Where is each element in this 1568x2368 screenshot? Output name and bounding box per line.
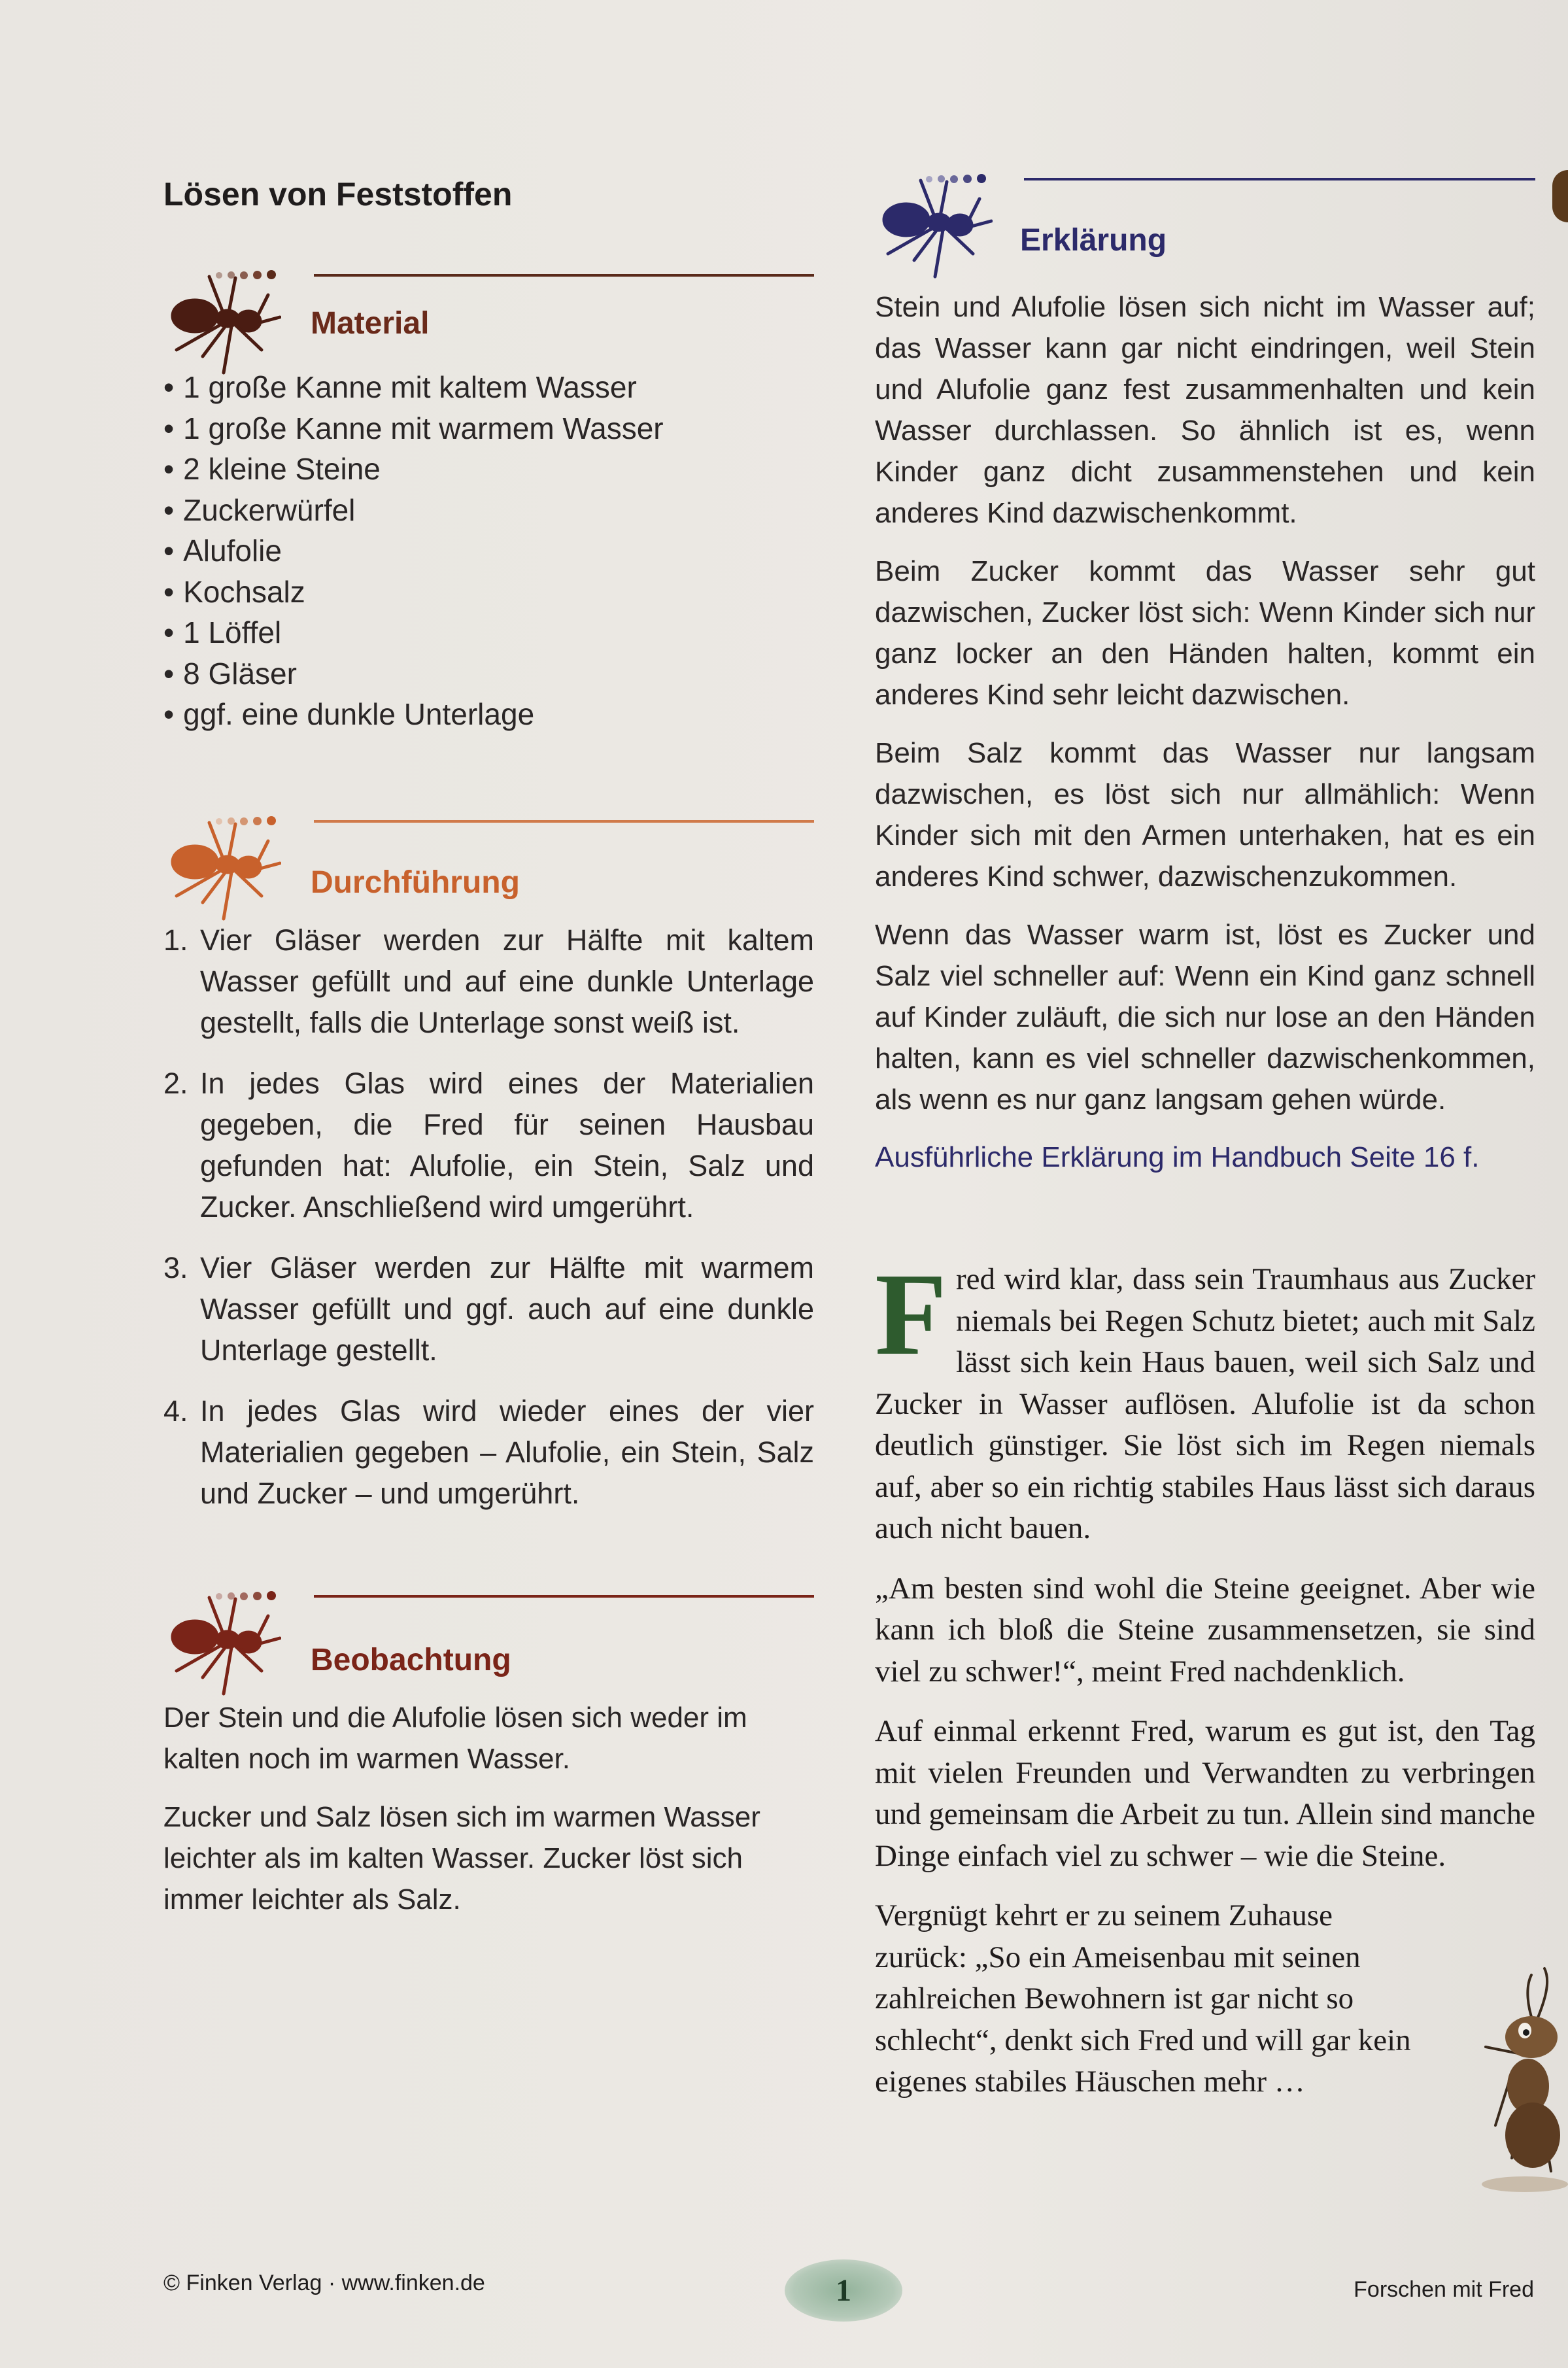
step-number: 3. [163, 1251, 188, 1284]
beobachtung-section [163, 1586, 814, 1937]
durchfuehrung-section [163, 811, 814, 1534]
list-item: • Alufolie [163, 530, 814, 572]
ant-illustration [1479, 1962, 1568, 2197]
erklaerung-paragraph: Beim Salz kommt das Wasser nur langsam dazwischen, es löst sich nur allmählich: Wenn Kinder sich mit den Armen unterhaken, hat es ein anderes Kind schwer, dazwischenzukommen. [875, 737, 1535, 893]
durchfuehrung-heading: Durchführung [311, 865, 520, 900]
list-item [163, 1390, 814, 1514]
handbuch-reference: Ausführliche Erklärung im Handbuch Seite 16 f. [875, 1141, 1480, 1173]
footer-publisher: © Finken Verlag · www.finken.de [163, 2271, 485, 2295]
list-item [163, 1247, 814, 1371]
step-number: 4. [163, 1394, 188, 1428]
ant-icon [163, 265, 281, 376]
erklaerung-paragraph: Beim Zucker kommt das Wasser sehr gut dazwischen, Zucker löst sich: Wenn Kinder sich nur ganz locker an den Händen halten, kommt ein anderes Kind sehr leicht dazwischen. [875, 555, 1535, 711]
step-number: 2. [163, 1067, 188, 1100]
step-number: 1. [163, 923, 188, 957]
ant-icon [875, 169, 993, 280]
story-paragraph [875, 1249, 1535, 1550]
list-item [163, 1063, 814, 1227]
drop-cap: F [875, 1249, 947, 1379]
erklaerung-heading: Erklärung [1020, 223, 1167, 258]
material-list [163, 367, 814, 735]
story-paragraph: „Am besten sind wohl die Steine geeignet. Aber wie kann ich bloß die Steine zusammensetzen, sie sind viel zu schwer!“, meint Fred nachdenklich. [875, 1571, 1535, 1689]
step-text: Vier Gläser werden zur Hälfte mit warmem Wasser gefüllt und ggf. auch auf eine dunkle Unterlage gestellt. [200, 1251, 814, 1367]
story-section [875, 1249, 1535, 2121]
list-item: • 1 Löffel [163, 612, 814, 653]
steps-list [163, 919, 814, 1514]
page-number: 1 [836, 2273, 851, 2308]
page-number-badge [785, 2259, 902, 2322]
step-text: In jedes Glas wird eines der Materialien gegeben, die Fred für seinen Hausbau gefunden hat: Alufolie, ein Stein, Salz und Zucker. Anschließend wird umgerührt. [200, 1067, 814, 1224]
beobachtung-header [163, 1586, 814, 1697]
step-text: In jedes Glas wird wieder eines der vier Materialien gegeben – Alufolie, ein Stein, Salz und Zucker – und umgerührt. [200, 1394, 814, 1510]
list-item: • Zuckerwürfel [163, 490, 814, 531]
ant-icon [163, 811, 281, 922]
footer-series: Forschen mit Fred [1354, 2277, 1534, 2302]
material-section [163, 265, 814, 735]
list-item: • ggf. eine dunkle Unterlage [163, 694, 814, 735]
beobachtung-heading: Beobachtung [311, 1643, 511, 1677]
story-paragraph: Vergnügt kehrt er zu seinem Zuhause zurück: „So ein Ameisenbau mit seinen zahlreichen Bewohnern ist gar nicht so schlecht“, denkt sich Fred und will gar kein eigenes stabiles Häuschen mehr … [875, 1898, 1411, 2099]
story-text: red wird klar, dass sein Traumhaus aus Zucker niemals bei Regen Schutz bietet; auch mit Salz lässt sich kein Haus bauen, weil sich Salz und Zucker in Wasser auflösen. Alufolie ist da schon deutlich günstiger. Sie löst sich im Regen niemals auf, aber so ein richtig stabiles Haus lässt sich daraus auch nicht bauen. [875, 1262, 1535, 1545]
page-title: Lösen von Feststoffen [163, 176, 513, 213]
beobachtung-paragraph: Der Stein und die Alufolie lösen sich weder im kalten noch im warmen Wasser. [163, 1702, 747, 1775]
list-item: • Kochsalz [163, 572, 814, 613]
beobachtung-paragraph: Zucker und Salz lösen sich im warmen Wasser leichter als im kalten Wasser. Zucker löst sich immer leichter als Salz. [163, 1801, 760, 1915]
erklaerung-paragraph: Wenn das Wasser warm ist, löst es Zucker und Salz viel schneller auf: Wenn ein Kind ganz schnell auf Kinder zuläuft, die sich nur lose an den Händen halten, kann es viel schneller dazwischenkommen, als wenn es nur ganz langsam gehen würde. [875, 919, 1535, 1116]
step-text: Vier Gläser werden zur Hälfte mit kaltem Wasser gefüllt und auf eine dunkle Unterlage gestellt, falls die Unterlage sonst weiß ist. [200, 923, 814, 1039]
list-item: • 1 große Kanne mit kaltem Wasser [163, 367, 814, 408]
erklaerung-paragraph: Stein und Alufolie lösen sich nicht im Wasser auf; das Wasser kann gar nicht eindringen, weil Stein und Alufolie ganz fest zusammenhalten und kein Wasser durchlassen. So ähnlich ist es, wenn Kinder ganz dicht zusammenstehen und kein anderes Kind dazwischenkommt. [875, 291, 1535, 529]
material-header [163, 265, 814, 376]
ant-icon [163, 1586, 281, 1697]
list-item: • 1 große Kanne mit warmem Wasser [163, 408, 814, 449]
story-paragraph: Auf einmal erkennt Fred, warum es gut ist, den Tag mit vielen Freunden und Verwandten zu verbringen und gemeinsam die Arbeit zu tun. Allein sind manche Dinge einfach viel zu schwer – wie die Steine. [875, 1714, 1535, 1873]
erklaerung-section [875, 169, 1535, 1178]
material-heading: Material [311, 306, 430, 341]
list-item: • 8 Gläser [163, 653, 814, 695]
list-item: • 2 kleine Steine [163, 449, 814, 490]
durchfuehrung-header [163, 811, 814, 922]
page-edge-tab [1552, 170, 1568, 222]
erklaerung-header [875, 169, 1535, 286]
list-item [163, 919, 814, 1043]
